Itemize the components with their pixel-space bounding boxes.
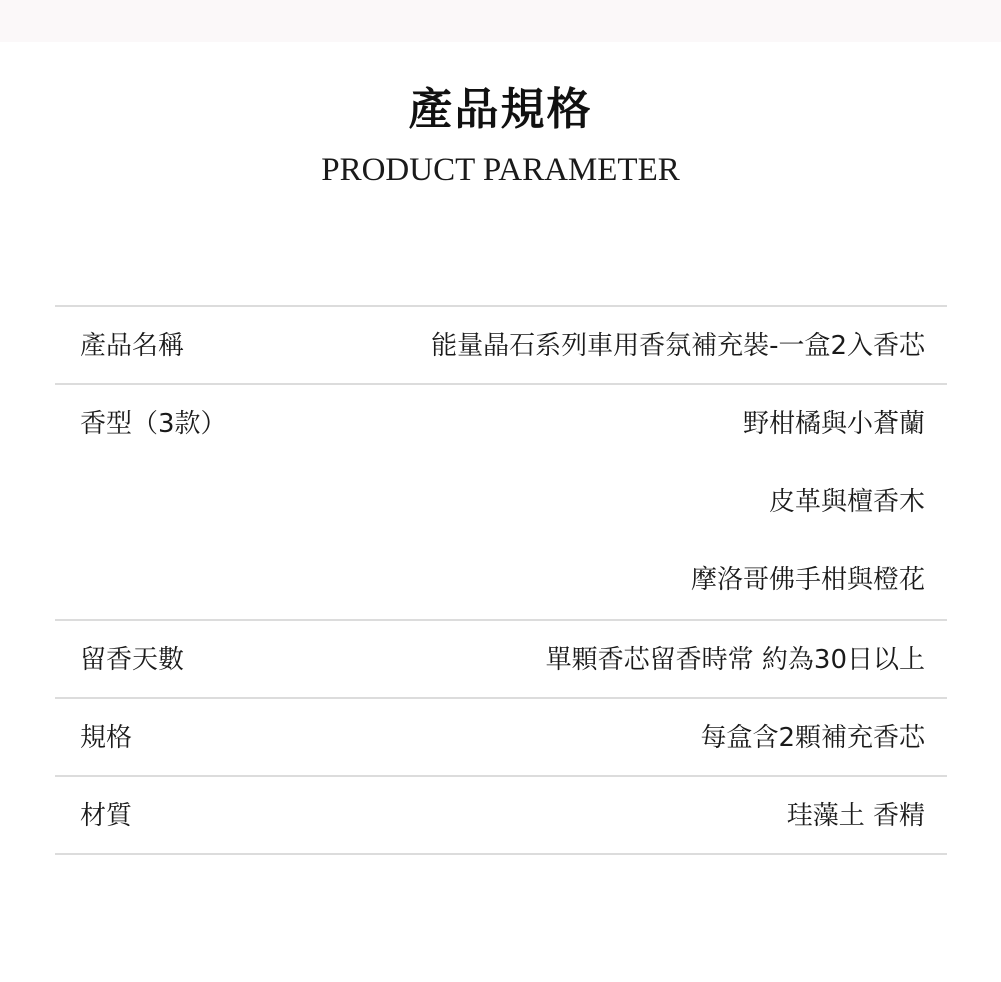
spec-value-spec: 每盒含2顆補充香芯 [700,723,925,753]
page-title: 產品規格 [408,84,593,135]
spec-value-material: 珪藻土 香精 [786,801,925,831]
scent-item: 野柑橘與小蒼蘭 [742,409,925,439]
spec-row-duration [55,621,947,699]
spec-row-spec [55,699,947,777]
spec-row-material [55,777,947,855]
scent-item: 摩洛哥佛手柑與橙花 [690,565,925,595]
spec-label-name: 產品名稱 [80,331,185,361]
spec-value-name: 能量晶石系列車用香氛補充裝-一盒2入香芯 [431,331,925,361]
spec-value-scent-list [691,407,925,641]
spec-table [55,305,947,855]
spec-label-material: 材質 [80,801,133,831]
spec-row-name [55,307,947,385]
spec-value-duration: 單顆香芯留香時常 約為30日以上 [545,645,925,675]
spec-row-scent [55,385,947,621]
page-subtitle: PRODUCT PARAMETER [321,152,680,188]
top-band [0,0,1001,42]
scent-item: 皮革與檀香木 [768,487,925,517]
spec-label-duration: 留香天數 [80,645,185,675]
spec-label-spec: 規格 [80,723,133,753]
spec-label-scent: 香型（3款） [80,409,227,439]
